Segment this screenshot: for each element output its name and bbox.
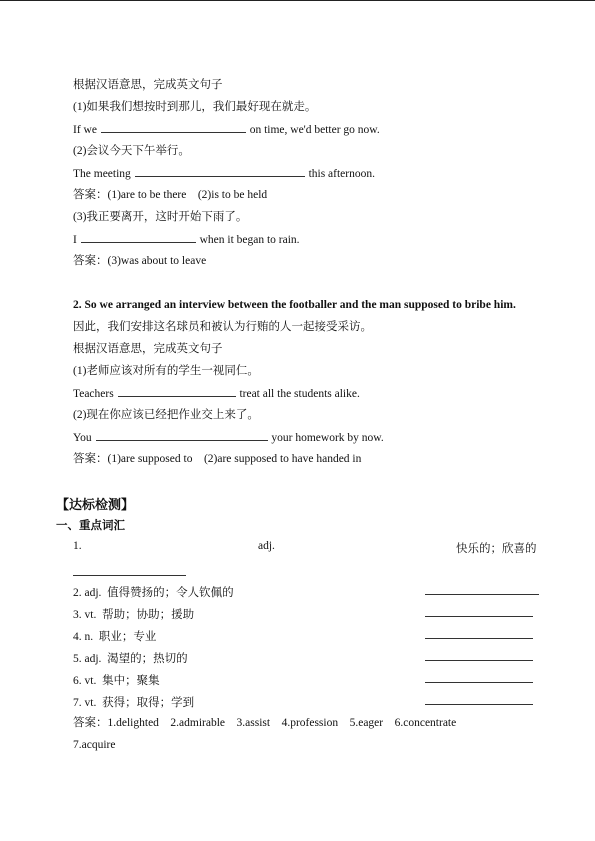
vocab-item-text: 4. n. 职业；专业 <box>73 631 157 643</box>
page-top-border <box>0 0 595 1</box>
vocab-item <box>73 584 543 598</box>
vocab-answer-blank <box>425 594 539 595</box>
instruction-line: 根据汉语意思，完成英文句子 <box>73 343 223 355</box>
sentence-start: If we <box>73 124 97 136</box>
question-1-chinese: (1)如果我们想按时到那儿，我们最好现在就走。 <box>73 101 317 113</box>
translation-line: 因此，我们安排这名球员和被认为行贿的人一起接受采访。 <box>73 321 372 333</box>
vocab-item-text: 2. adj. 值得赞扬的；令人钦佩的 <box>73 587 234 599</box>
vocab-answer-blank <box>425 660 533 661</box>
sentence-end: when it began to rain. <box>199 234 300 246</box>
section-subtitle: 一、重点词汇 <box>56 520 125 532</box>
sentence-start: You <box>73 432 92 444</box>
vocab-item <box>73 650 543 664</box>
vocab-item <box>73 672 543 686</box>
sentence-start: The meeting <box>73 168 131 180</box>
vocab-answer-line: 答案：1.delighted 2.admirable 3.assist 4.profession 5.eager 6.concentrate <box>73 717 457 729</box>
answer-blank <box>96 430 268 441</box>
answer-line: 答案：(1)are supposed to (2)are supposed to have handed in <box>73 453 362 465</box>
vocab-item-text: 7. vt. 获得；取得；学到 <box>73 697 195 709</box>
vocab-item-text: 3. vt. 帮助；协助；援助 <box>73 609 195 621</box>
vocab-answer-blank <box>425 704 533 705</box>
vocab-item <box>73 606 543 620</box>
vocab-answer-blank <box>425 638 533 639</box>
section-title: 【达标检测】 <box>56 497 135 512</box>
question-1-sentence <box>73 122 380 137</box>
question-2-sentence <box>73 430 384 445</box>
vocab-item-1-blank <box>73 575 186 576</box>
vocab-item-1-meaning: 快乐的；欣喜的 <box>456 543 537 555</box>
question-2-chinese: (2)会议今天下午举行。 <box>73 145 190 157</box>
question-1-chinese: (1)老师应该对所有的学生一视同仁。 <box>73 365 259 377</box>
answer-line: 答案：(1)are to be there (2)is to be held <box>73 189 268 201</box>
instruction-line: 根据汉语意思，完成英文句子 <box>73 79 223 91</box>
answer-blank <box>118 386 236 397</box>
vocab-item-text: 5. adj. 渴望的；热切的 <box>73 653 188 665</box>
answer-blank <box>135 166 305 177</box>
sentence-start: Teachers <box>73 388 114 400</box>
answer-blank <box>101 122 246 133</box>
question-1-sentence <box>73 386 360 401</box>
sentence-heading: 2. So we arranged an interview between the footballer and the man supposed to bribe him. <box>73 299 516 311</box>
vocab-answer-blank <box>425 616 533 617</box>
vocab-answer-blank <box>425 682 533 683</box>
sentence-end: on time, we'd better go now. <box>249 124 380 136</box>
sentence-end: this afternoon. <box>308 168 375 180</box>
question-3-sentence <box>73 232 300 247</box>
question-3-chinese: (3)我正要离开，这时开始下雨了。 <box>73 211 248 223</box>
question-2-chinese: (2)现在你应该已经把作业交上来了。 <box>73 409 259 421</box>
answer-line: 答案：(3)was about to leave <box>73 255 207 267</box>
answer-blank <box>81 232 196 243</box>
vocab-item <box>73 628 543 642</box>
question-2-sentence <box>73 166 375 181</box>
vocab-item-1-number: 1. <box>73 540 82 552</box>
vocab-item-1-pos: adj. <box>258 540 275 552</box>
sentence-start: I <box>73 234 77 246</box>
vocab-item <box>73 694 543 708</box>
vocab-answer-line-continued: 7.acquire <box>73 739 116 751</box>
vocab-item-text: 6. vt. 集中；聚集 <box>73 675 160 687</box>
sentence-end: your homework by now. <box>271 432 384 444</box>
sentence-end: treat all the students alike. <box>239 388 360 400</box>
